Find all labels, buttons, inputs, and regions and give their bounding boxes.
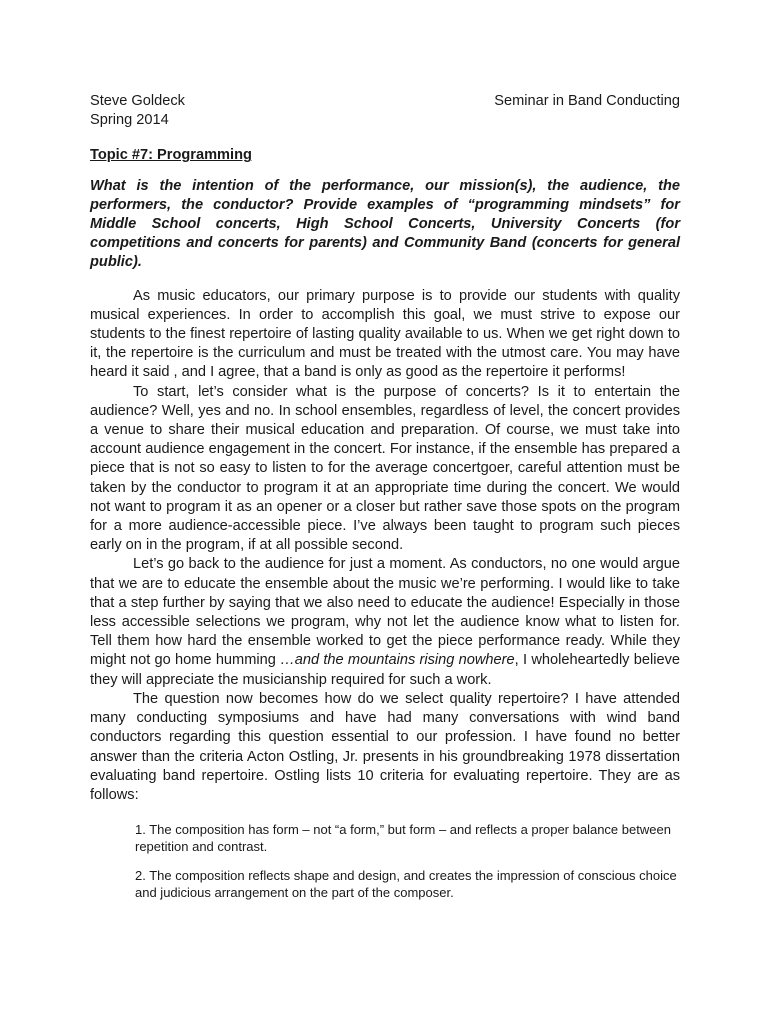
course-title: Seminar in Band Conducting — [494, 93, 680, 109]
header-row — [90, 92, 680, 111]
essay-body — [90, 287, 680, 805]
paragraph-3 — [90, 555, 680, 689]
topic-heading: Topic #7: Programming — [90, 147, 252, 164]
author-name: Steve Goldeck — [90, 93, 185, 109]
paragraph-3-text-a: Let’s go back to the audience for just a moment. As conductors, no one would argue that we are to educate the ensemble about the music we’re performing. I would like to take that a step further by saying that we also need to educate the audience! Especially in those less accessible selections we program, why not let the audience know what to listen for. Tell them how hard the ensemble worked to get the piece performance ready. While they might not go home humming — [90, 556, 680, 669]
criteria-item: 1. The composition has form – not “a form,” but form – and reflects a proper balance between repetition and contrast. — [135, 822, 671, 855]
prompt-question: What is the intention of the performance, our mission(s), the audience, the performers, the conductor? Provide examples of “programming mindsets” for Middle School concerts, High School Concerts, University Concerts (for competitions and concerts for parents) and Community Band (concerts for general public). — [90, 177, 680, 271]
criteria-list — [90, 821, 680, 901]
paragraph-2: To start, let’s consider what is the purpose of concerts? Is it to entertain the audience? Well, yes and no. In school ensembles, regardless of level, the concert provides a venue to share their musical education and preparation. Of course, we must take into account audience engagement in the concert. For instance, if the ensemble has prepared a piece that is not so easy to listen to for the average concertgoer, careful attention must be taken by the conductor to program it at an appropriate time during the concert. We would not want to program it as an opener or a closer but rather save those spots on the program for a more audience-accessible piece. I’ve always been taught to program such pieces early on in the program, if at all possible second. — [90, 383, 680, 554]
term: Spring 2014 — [90, 112, 169, 129]
document-page — [90, 92, 680, 913]
criteria-item: 2. The composition reflects shape and design, and creates the impression of conscious choice and judicious arrangement on the part of the composer. — [135, 868, 677, 901]
paragraph-3-text-b: , I wholeheartedly believe they will appreciate the musicianship required for such a work. — [90, 652, 681, 688]
piece-title: …and the mountains rising nowhere — [280, 652, 515, 669]
paragraph-4: The question now becomes how do we select quality repertoire? I have attended many conducting symposiums and have had many conversations with wind band conductors regarding this question essential to our profession. I have found no better answer than the criteria Acton Ostling, Jr. presents in his groundbreaking 1978 dissertation evaluating band repertoire. Ostling lists 10 criteria for evaluating repertoire. They are as follows: — [90, 690, 680, 803]
paragraph-1: As music educators, our primary purpose is to provide our students with quality musical experiences. In order to accomplish this goal, we must strive to expose our students to the finest repertoire of lasting quality available to us. When we get right down to it, the repertoire is the curriculum and must be treated with the utmost care. You may have heard it said , and I agree, that a band is only as good as the repertoire it performs! — [90, 287, 680, 381]
